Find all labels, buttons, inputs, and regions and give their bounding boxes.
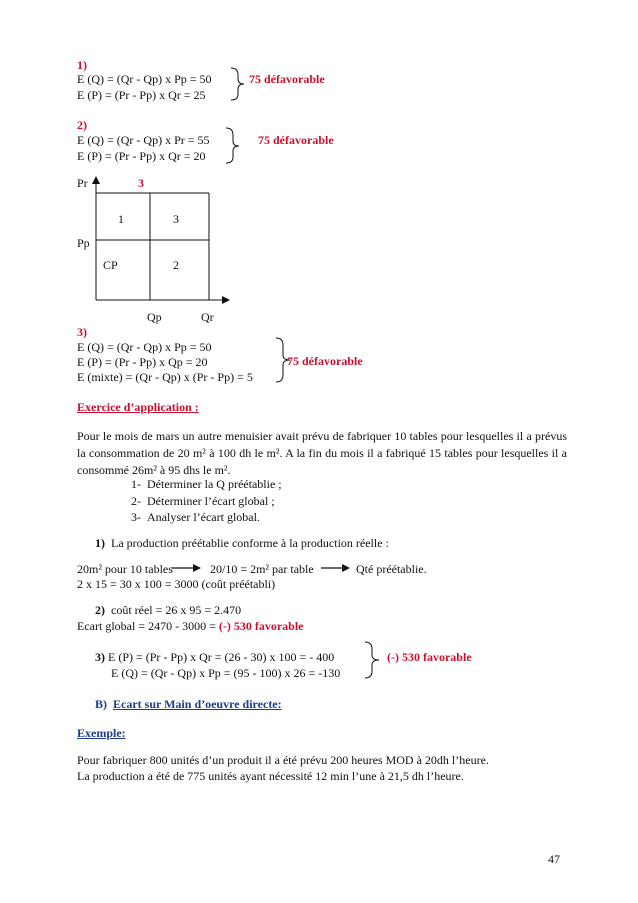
diagram-cell-3: 3	[173, 212, 179, 226]
part3-line2: E (P) = (Pr - Pp) x Qp = 20	[77, 355, 208, 369]
solution-step2-text: coût réel = 26 x 95 = 2.470	[111, 603, 242, 617]
solution-step1	[95, 536, 389, 550]
example-title: Exemple:	[77, 726, 126, 740]
diagram-cell-2: 2	[173, 258, 179, 272]
exercise-paragraph: Pour le mois de mars un autre menuisier avait prévu de fabriquer 10 tables pour lesquelles il a prévus la consommation de 20 m² à 100 dh le m². A la fin du mois il a fabriqué 15 tables pour lesquelles il a consommé 26m² à 95 dhs le m².	[77, 429, 567, 477]
diagram-cell-1: 1	[118, 212, 124, 226]
part2-line2: E (P) = (Pr - Pp) x Qr = 20	[77, 149, 206, 163]
example-line2: La production a été de 775 unités ayant nécessité 12 min l’une à 21,5 dh l’heure.	[77, 769, 464, 783]
exercise-title: Exercice d’application :	[77, 400, 199, 414]
part1-line1: E (Q) = (Qr - Qp) x Pp = 50	[77, 72, 212, 86]
calc-a: 20m² pour 10 tables	[77, 562, 173, 576]
solution-step3-num: 3)	[95, 650, 105, 664]
brace-part2	[226, 128, 239, 163]
part3-number: 3)	[77, 325, 87, 339]
part1-line2: E (P) = (Pr - Pp) x Qr = 25	[77, 88, 206, 102]
exercise-item-3	[131, 510, 260, 524]
calc-line2: 2 x 15 = 30 x 100 = 3000 (coût préétabli)	[77, 577, 276, 591]
global-gap	[77, 619, 304, 633]
section-b-title: Ecart sur Main d’oeuvre directe:	[113, 697, 282, 711]
exercise-item-3-text: Analyser l’écart global.	[147, 510, 260, 524]
solution-step3-line1	[95, 650, 334, 664]
brace-solution3	[365, 642, 379, 678]
global-gap-text: Ecart global = 2470 - 3000 =	[77, 619, 219, 633]
example-line1: Pour fabriquer 800 unités d’un produit il a été prévu 200 heures MOD à 20dh l’heure.	[77, 753, 489, 767]
diagram-pr-label: Pr	[77, 176, 88, 190]
exercise-item-2-num: 2-	[131, 494, 141, 508]
diagram-qp-label: Qp	[147, 310, 162, 324]
exercise-item-1-num: 1-	[131, 477, 141, 491]
diagram-pp-label: Pp	[77, 236, 90, 250]
page-number: 47	[548, 852, 560, 866]
global-gap-result: (-) 530 favorable	[218, 619, 304, 633]
part2-line1: E (Q) = (Qr - Qp) x Pr = 55	[77, 133, 210, 147]
x-axis-arrow	[222, 296, 230, 304]
section-b-label: B)	[95, 697, 107, 711]
part1-number: 1)	[77, 58, 87, 72]
solution-step3-line2: E (Q) = (Qr - Qp) x Pp = (95 - 100) x 26 = -130	[111, 666, 341, 680]
part2-number: 2)	[77, 118, 87, 132]
exercise-item-2	[131, 494, 275, 508]
part3-result: 75 défavorable	[287, 354, 363, 368]
part1-result: 75 défavorable	[249, 72, 325, 86]
solution-step1-text: La production préétablie conforme à la production réelle :	[111, 536, 389, 550]
exercise-item-1	[131, 477, 282, 491]
exercise-item-1-text: Déterminer la Q préétablie ;	[147, 477, 282, 491]
solution-step2	[95, 603, 241, 617]
exercise-item-3-num: 3-	[131, 510, 141, 524]
exercise-item-2-text: Déterminer l’écart global ;	[147, 494, 275, 508]
calc-b: 20/10 = 2m² par table	[210, 562, 314, 576]
part3-line1: E (Q) = (Qr - Qp) x Pp = 50	[77, 340, 212, 354]
solution-step2-num: 2)	[95, 603, 105, 617]
calc-arrow1-head	[193, 564, 201, 572]
solution-step1-num: 1)	[95, 536, 105, 550]
diagram-cell-cp: CP	[103, 258, 118, 272]
solution-step3-text1: E (P) = (Pr - Pp) x Qr = (26 - 30) x 100 = - 400	[108, 650, 335, 664]
diagram-qr-label: Qr	[201, 310, 214, 324]
brace-part1	[231, 68, 244, 100]
y-axis-arrow	[92, 176, 100, 184]
diagram-pr-value: 3	[138, 176, 144, 190]
calc-c: Qté préétablie.	[356, 562, 427, 576]
part2-result: 75 défavorable	[258, 133, 334, 147]
section-b-heading	[95, 697, 282, 711]
solution-step3-result: (-) 530 favorable	[387, 650, 472, 664]
part3-line3: E (mixte) = (Qr - Qp) x (Pr - Pp) = 5	[77, 370, 253, 384]
calc-arrow2-head	[342, 564, 350, 572]
